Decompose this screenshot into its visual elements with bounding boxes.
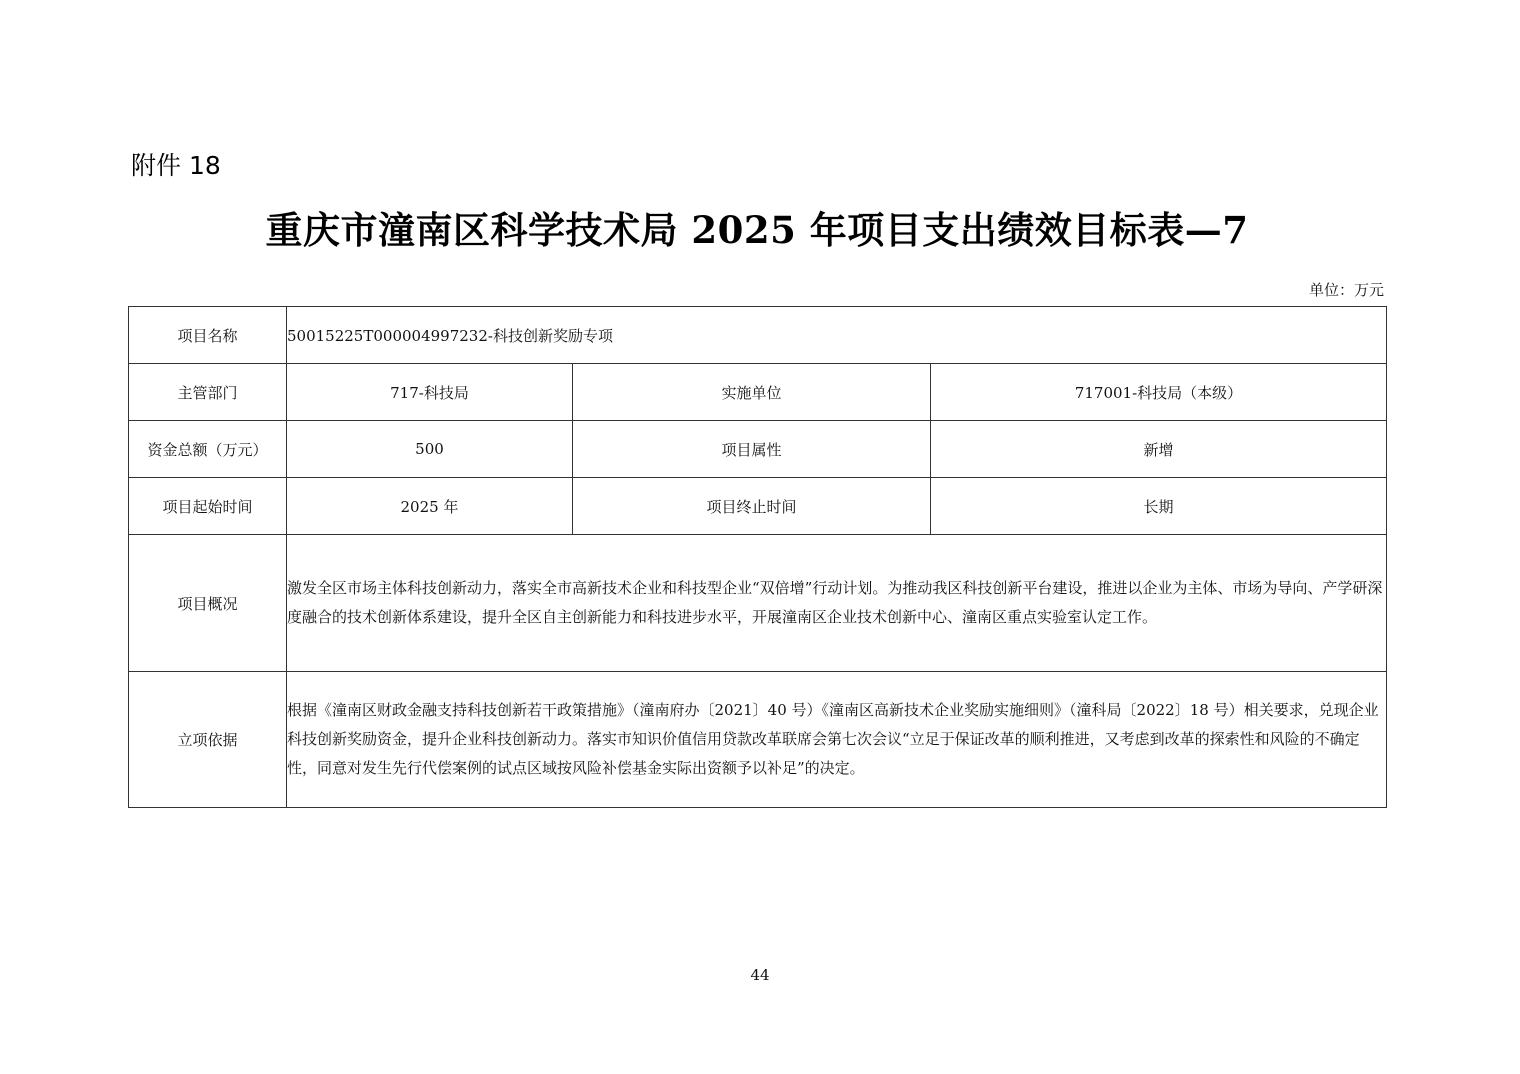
value-total-funds: 500	[287, 421, 573, 478]
unit-label: 单位：万元	[1308, 281, 1384, 299]
value-start-time: 2025 年	[287, 478, 573, 535]
row-overview	[129, 535, 1387, 672]
page-number: 44	[750, 966, 770, 984]
document-title: 重庆市潼南区科学技术局 2025 年项目支出绩效目标表—7	[265, 208, 1249, 252]
value-end-time: 长期	[931, 478, 1387, 535]
label-end-time: 项目终止时间	[573, 478, 931, 535]
row-time	[129, 478, 1387, 535]
value-basis: 根据《潼南区财政金融支持科技创新若干政策措施》（潼南府办〔2021〕40 号）《潼南区高新技术企业奖励实施细则》（潼科局〔2022〕18 号）相关要求，兑现企业科技创新奖励资金，提升企业科技创新动力。落实市知识价值信用贷款改革联席会第七次会议“立足于保证改革的顺利推进，又考虑到改革的探索性和风险的不确定性，同意对发生先行代偿案例的试点区域按风险补偿基金实际出资额予以补足”的决定。	[287, 672, 1387, 808]
performance-target-table	[128, 306, 1387, 808]
label-project-name: 项目名称	[129, 307, 287, 364]
attachment-label: 附件 18	[131, 151, 221, 180]
value-project-name: 50015225T000004997232-科技创新奖励专项	[287, 307, 1387, 364]
value-implementing-unit: 717001-科技局（本级）	[931, 364, 1387, 421]
row-department	[129, 364, 1387, 421]
label-department: 主管部门	[129, 364, 287, 421]
label-total-funds: 资金总额（万元）	[129, 421, 287, 478]
value-project-attribute: 新增	[931, 421, 1387, 478]
row-basis	[129, 672, 1387, 808]
row-project-name	[129, 307, 1387, 364]
label-overview: 项目概况	[129, 535, 287, 672]
label-implementing-unit: 实施单位	[573, 364, 931, 421]
row-funds	[129, 421, 1387, 478]
value-overview: 激发全区市场主体科技创新动力，落实全市高新技术企业和科技型企业“双倍增”行动计划。为推动我区科技创新平台建设，推进以企业为主体、市场为导向、产学研深度融合的技术创新体系建设，提升全区自主创新能力和科技进步水平，开展潼南区企业技术创新中心、潼南区重点实验室认定工作。	[287, 535, 1387, 672]
label-project-attribute: 项目属性	[573, 421, 931, 478]
label-start-time: 项目起始时间	[129, 478, 287, 535]
label-basis: 立项依据	[129, 672, 287, 808]
value-department: 717-科技局	[287, 364, 573, 421]
